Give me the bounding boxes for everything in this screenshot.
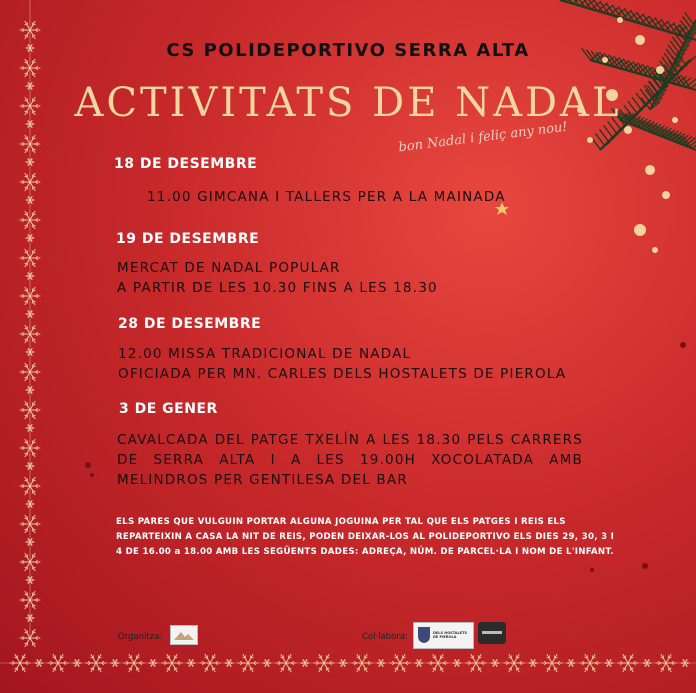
venue-heading: CS POLIDEPORTIVO SERRA ALTA (166, 40, 530, 61)
bar-logo-mark (482, 631, 502, 634)
event-3-details (118, 344, 566, 384)
berry-dot (642, 563, 648, 569)
snowflake-icon (453, 660, 461, 667)
berry-dot (590, 568, 594, 572)
snowflake-icon (580, 654, 600, 671)
berry-dot (90, 473, 94, 477)
event-2-details (117, 258, 438, 298)
snowflake-icon (187, 660, 195, 667)
snowflake-icon (567, 660, 575, 667)
event-1-line-1: 11.00 GIMCANA I TALLERS PER A LA MAINADA (147, 189, 506, 205)
snowflake-icon (200, 654, 220, 671)
light-bulb (656, 66, 664, 74)
snowflake-icon (504, 654, 524, 671)
mountain-logo-icon (171, 626, 197, 644)
snowflake-icon (415, 660, 423, 667)
toy-drop-note: ELS PARES QUE VULGUIN PORTAR ALGUNA JOGUINA PER TAL QUE ELS PATGES I REIS ELS REPARTEIXIN A CASA LA NIT DE REIS, PODEN DEIXAR-LOS AL POLIDEPORTIVO ELS DIES 29, 30, 3 I 4 DE 16.00 a 18.00 AMB LES SEGÜENTS DADES: ADREÇA, NÚM. DE PARCEL·LA I NOM DE L'INFANT. (116, 517, 615, 557)
event-2-line-1: MERCAT DE NADAL POPULAR (117, 260, 341, 276)
snowflake-icon (10, 654, 30, 671)
event-2-line-2: A PARTIR DE LES 10.30 FINS A LES 18.30 (117, 280, 438, 296)
organitza-label: Organitza: (118, 632, 163, 642)
municipality-logo-text: DELS HOSTALETS DE PIEROLA (433, 631, 468, 639)
pine-needle (685, 13, 694, 25)
snowflake-icon (529, 660, 537, 667)
light-bulb (624, 126, 632, 134)
light-bulb (634, 224, 646, 236)
snowflake-icon (352, 654, 372, 671)
snowflake-icon (656, 654, 676, 671)
snowflake-icon (263, 660, 271, 667)
snowflake-icon (73, 660, 81, 667)
snowflake-icon (491, 660, 499, 667)
snowflake-icon (149, 660, 157, 667)
snowflake-icon (238, 654, 258, 671)
snowflake-icon (377, 660, 385, 667)
snowflake-icon (618, 654, 638, 671)
light-bulb (617, 17, 623, 23)
event-3-line-2: OFICIADA PER MN. CARLES DELS HOSTALETS DE PIEROLA (118, 366, 567, 382)
poster-title: ACTIVITATS DE NADAL (74, 80, 622, 126)
snowflake-icon (276, 654, 296, 671)
event-3-date: 28 DE DESEMBRE (118, 316, 262, 332)
snowflake-icon (466, 654, 486, 671)
light-bulb (662, 191, 670, 199)
event-4-date: 3 DE GENER (119, 401, 218, 417)
event-3-line-1: 12.00 MISSA TRADICIONAL DE NADAL (118, 346, 412, 362)
event-4-line-2: DE SERRA ALTA I A LES 19.00H XOCOLATADA AMB (117, 452, 583, 468)
snowflake-icon (301, 660, 309, 667)
event-1-date: 18 DE DESEMBRE (114, 156, 258, 172)
snowflake-icon (162, 654, 182, 671)
berry-dot (85, 462, 91, 468)
snowflake-icon (86, 654, 106, 671)
snowflake-icon (48, 654, 68, 671)
light-bulb (587, 137, 593, 143)
snowflake-icon (339, 660, 347, 667)
event-4-line-3: MELINDROS PER GENTILESA DEL BAR (117, 472, 408, 488)
snowflake-icon (111, 660, 119, 667)
collabora-label: Col·labora: (362, 632, 408, 642)
snowflake-icon (35, 660, 43, 667)
event-1-details (147, 187, 506, 207)
light-bulb (645, 165, 655, 175)
snowflake-icon (390, 654, 410, 671)
event-4-line-1: CAVALCADA DEL PATGE TXELÍN A LES 18.30 PELS CARRERS (117, 432, 583, 448)
berry-dot (680, 342, 686, 348)
municipality-logo (413, 622, 474, 649)
snowflake-icon (542, 654, 562, 671)
snowflake-icon (314, 654, 334, 671)
bar-logo (478, 622, 506, 644)
snowflake-icon (225, 660, 233, 667)
organizer-logo (170, 625, 198, 645)
snowflake-icon (428, 654, 448, 671)
event-2-date: 19 DE DESEMBRE (116, 231, 260, 247)
snowflake-icon (605, 660, 613, 667)
snowflake-icon (643, 660, 651, 667)
coat-of-arms-icon (417, 626, 431, 644)
event-4-details (117, 430, 583, 490)
light-bulb (652, 247, 658, 253)
snowflake-icon (124, 654, 144, 671)
snowflake-icon (681, 660, 689, 667)
greeting-text: bon Nadal i feliç any nou! (397, 119, 569, 156)
